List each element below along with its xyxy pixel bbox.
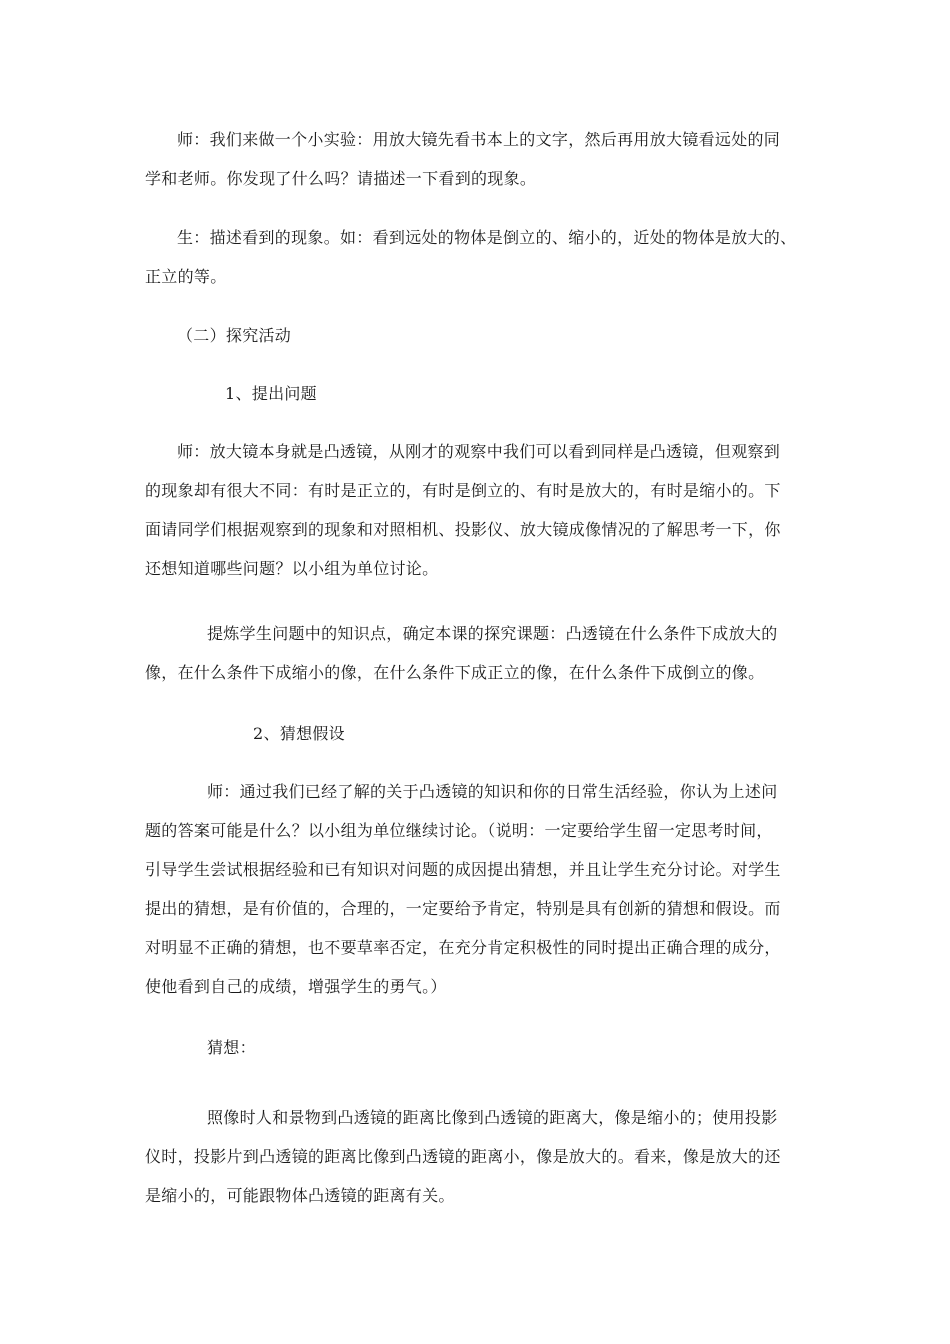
text-line: 师：我们来做一个小实验：用放大镜先看书本上的文字，然后再用放大镜看远处的同	[177, 130, 781, 149]
text-line: 提炼学生问题中的知识点，确定本课的探究课题：凸透镜在什么条件下成放大的	[207, 624, 778, 643]
text-line: 正立的等。	[145, 267, 227, 286]
text-line: 是缩小的，可能跟物体凸透镜的距离有关。	[145, 1186, 455, 1205]
text-line: 面请同学们根据观察到的现象和对照相机、投影仪、放大镜成像情况的了解思考一下，你	[145, 520, 781, 539]
step1-title: 1、提出问题	[225, 384, 317, 403]
paragraph-student-description	[145, 218, 805, 296]
section-title: （二）探究活动	[177, 326, 292, 345]
text-line: 题的答案可能是什么？以小组为单位继续讨论。（说明：一定要给学生留一定思考时间，	[145, 821, 773, 840]
text-line: 生：描述看到的现象。如：看到远处的物体是倒立的、缩小的，近处的物体是放大的、	[177, 228, 797, 247]
text-line: 照像时人和景物到凸透镜的距离比像到凸透镜的距离大，像是缩小的；使用投影	[207, 1108, 778, 1127]
paragraph-teacher-hypothesis	[145, 772, 805, 1006]
text-line: 师：放大镜本身就是凸透镜，从刚才的观察中我们可以看到同样是凸透镜，但观察到	[177, 442, 781, 461]
paragraph-teacher-question	[145, 432, 805, 588]
paragraph-research-topic	[145, 614, 805, 692]
text-line: 的现象却有很大不同：有时是正立的，有时是倒立的、有时是放大的，有时是缩小的。下	[145, 481, 781, 500]
text-line: 学和老师。你发现了什么吗？请描述一下看到的现象。	[145, 169, 537, 188]
paragraph-guess-content	[145, 1098, 805, 1215]
text-line: 引导学生尝试根据经验和已有知识对问题的成因提出猜想，并且让学生充分讨论。对学生	[145, 860, 781, 879]
text-line: 还想知道哪些问题？以小组为单位讨论。	[145, 559, 439, 578]
text-line: 像，在什么条件下成缩小的像，在什么条件下成正立的像，在什么条件下成倒立的像。	[145, 663, 765, 682]
text-line: 仪时，投影片到凸透镜的距离比像到凸透镜的距离小，像是放大的。看来，像是放大的还	[145, 1147, 781, 1166]
guess-label: 猜想：	[207, 1038, 256, 1057]
text-line: 师：通过我们已经了解的关于凸透镜的知识和你的日常生活经验，你认为上述问	[207, 782, 778, 801]
paragraph-teacher-experiment	[145, 120, 805, 198]
text-line: 使他看到自己的成绩，增强学生的勇气。）	[145, 977, 447, 996]
text-line: 提出的猜想，是有价值的，合理的，一定要给予肯定，特别是具有创新的猜想和假设。而	[145, 899, 781, 918]
text-line: 对明显不正确的猜想，也不要草率否定，在充分肯定积极性的同时提出正确合理的成分，	[145, 938, 781, 957]
step2-title: 2、猜想假设	[253, 724, 345, 743]
